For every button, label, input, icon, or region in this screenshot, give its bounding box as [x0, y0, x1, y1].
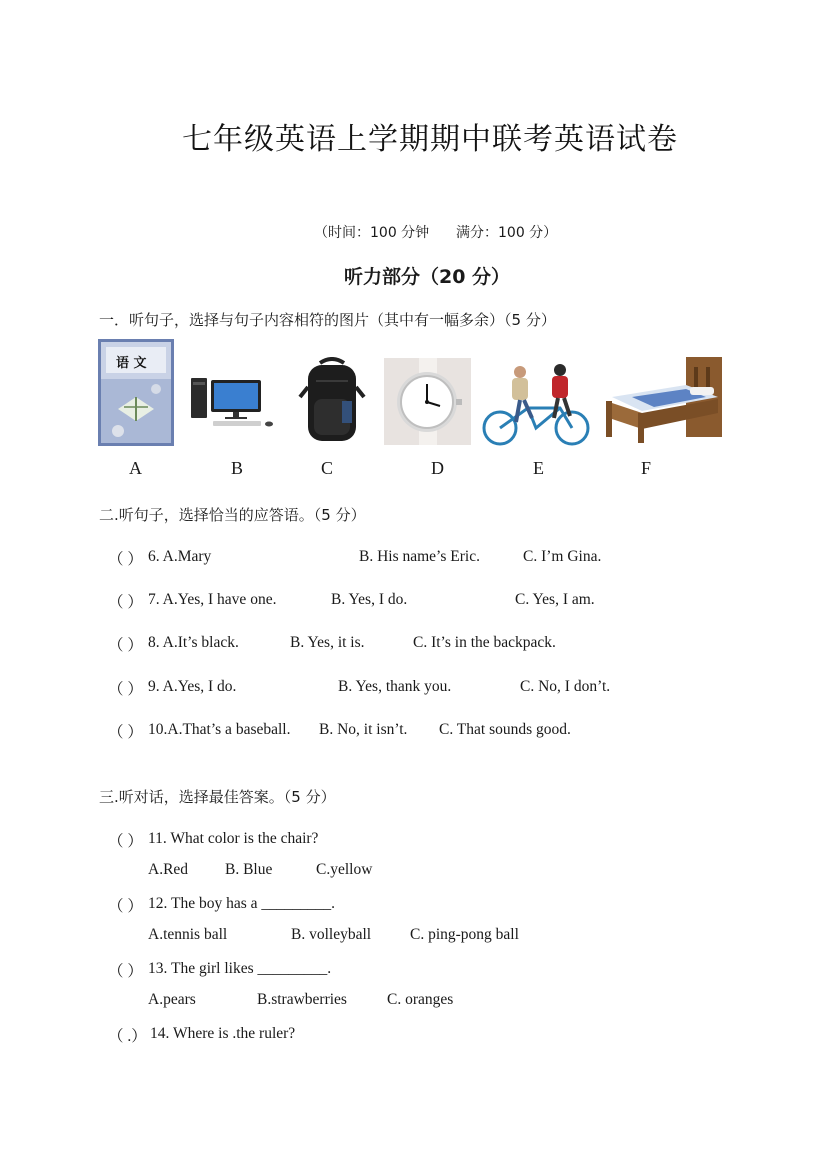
page-title: 七年级英语上学期期中联考英语试卷 [182, 122, 678, 157]
answer-blank[interactable]: （ ） [108, 833, 143, 850]
exam-time: （时间：100 分钟 [314, 225, 430, 241]
backpack-icon [296, 357, 368, 445]
option-c: C. That sounds good. [439, 721, 571, 738]
option-a: A.Red [148, 861, 189, 878]
option-a: 7. A.Yes, I have one. [148, 591, 277, 608]
question-stem: 14. Where is .the ruler? [150, 1025, 296, 1042]
part3-heading: 三.听对话，选择最佳答案。（5 分） [99, 788, 336, 806]
option-a: 10.A.That’s a baseball. [148, 721, 291, 738]
option-b: B. Yes, it is. [290, 634, 365, 651]
watch-icon [384, 358, 471, 445]
answer-blank[interactable]: （ ） [108, 963, 143, 980]
image-label-a: A [129, 458, 142, 478]
question-stem: 12. The boy has a _________. [148, 895, 335, 912]
option-a: A.tennis ball [148, 926, 228, 943]
option-a: 9. A.Yes, I do. [148, 678, 237, 695]
question-stem: 13. The girl likes _________. [148, 960, 332, 977]
answer-blank[interactable]: （ ） [108, 898, 143, 915]
answer-blank[interactable]: （ .） [108, 1028, 147, 1045]
option-b: B. His name’s Eric. [359, 548, 480, 565]
image-label-c: C [321, 458, 334, 478]
option-b: B.strawberries [257, 991, 347, 1008]
answer-blank[interactable]: （ ） [108, 724, 143, 741]
option-b: B. Yes, I do. [331, 591, 408, 608]
image-label-f: F [641, 458, 652, 478]
part1-heading: 一．听句子，选择与句子内容相符的图片（其中有一幅多余）（5 分） [99, 311, 556, 329]
question-stem: 11. What color is the chair? [148, 830, 319, 847]
option-b: B. No, it isn’t. [319, 721, 408, 738]
part2-heading: 二.听句子，选择恰当的应答语。（5 分） [99, 506, 366, 524]
textbook-cover-text: 语 文 [116, 356, 147, 371]
option-c: C. I’m Gina. [523, 548, 602, 565]
image-label-e: E [533, 458, 544, 478]
computer-icon [189, 374, 281, 428]
answer-blank[interactable]: （ ） [108, 681, 143, 698]
answer-blank[interactable]: （ ） [108, 594, 143, 611]
image-label-d: D [431, 458, 444, 478]
listening-section-header: 听力部分（20 分） [343, 266, 511, 288]
option-c: C. oranges [387, 991, 454, 1008]
option-c: C. Yes, I am. [515, 591, 595, 608]
option-c: C. No, I don’t. [520, 678, 611, 695]
option-c: C. It’s in the backpack. [413, 634, 556, 651]
option-c: C. ping-pong ball [410, 926, 519, 943]
option-a: 8. A.It’s black. [148, 634, 239, 651]
tandem-bicycle-icon [480, 358, 592, 446]
option-a: A.pears [148, 991, 196, 1008]
option-c: C.yellow [316, 861, 373, 878]
bed-icon [602, 357, 722, 443]
option-b: B. Yes, thank you. [338, 678, 452, 695]
answer-blank[interactable]: （ ） [108, 637, 143, 654]
image-label-b: B [231, 458, 244, 478]
exam-score: 满分：100 分） [456, 225, 558, 241]
textbook-icon [98, 339, 174, 446]
option-b: B. Blue [225, 861, 273, 878]
option-a: 6. A.Mary [148, 548, 212, 565]
option-b: B. volleyball [291, 926, 372, 943]
answer-blank[interactable]: （ ） [108, 551, 143, 568]
